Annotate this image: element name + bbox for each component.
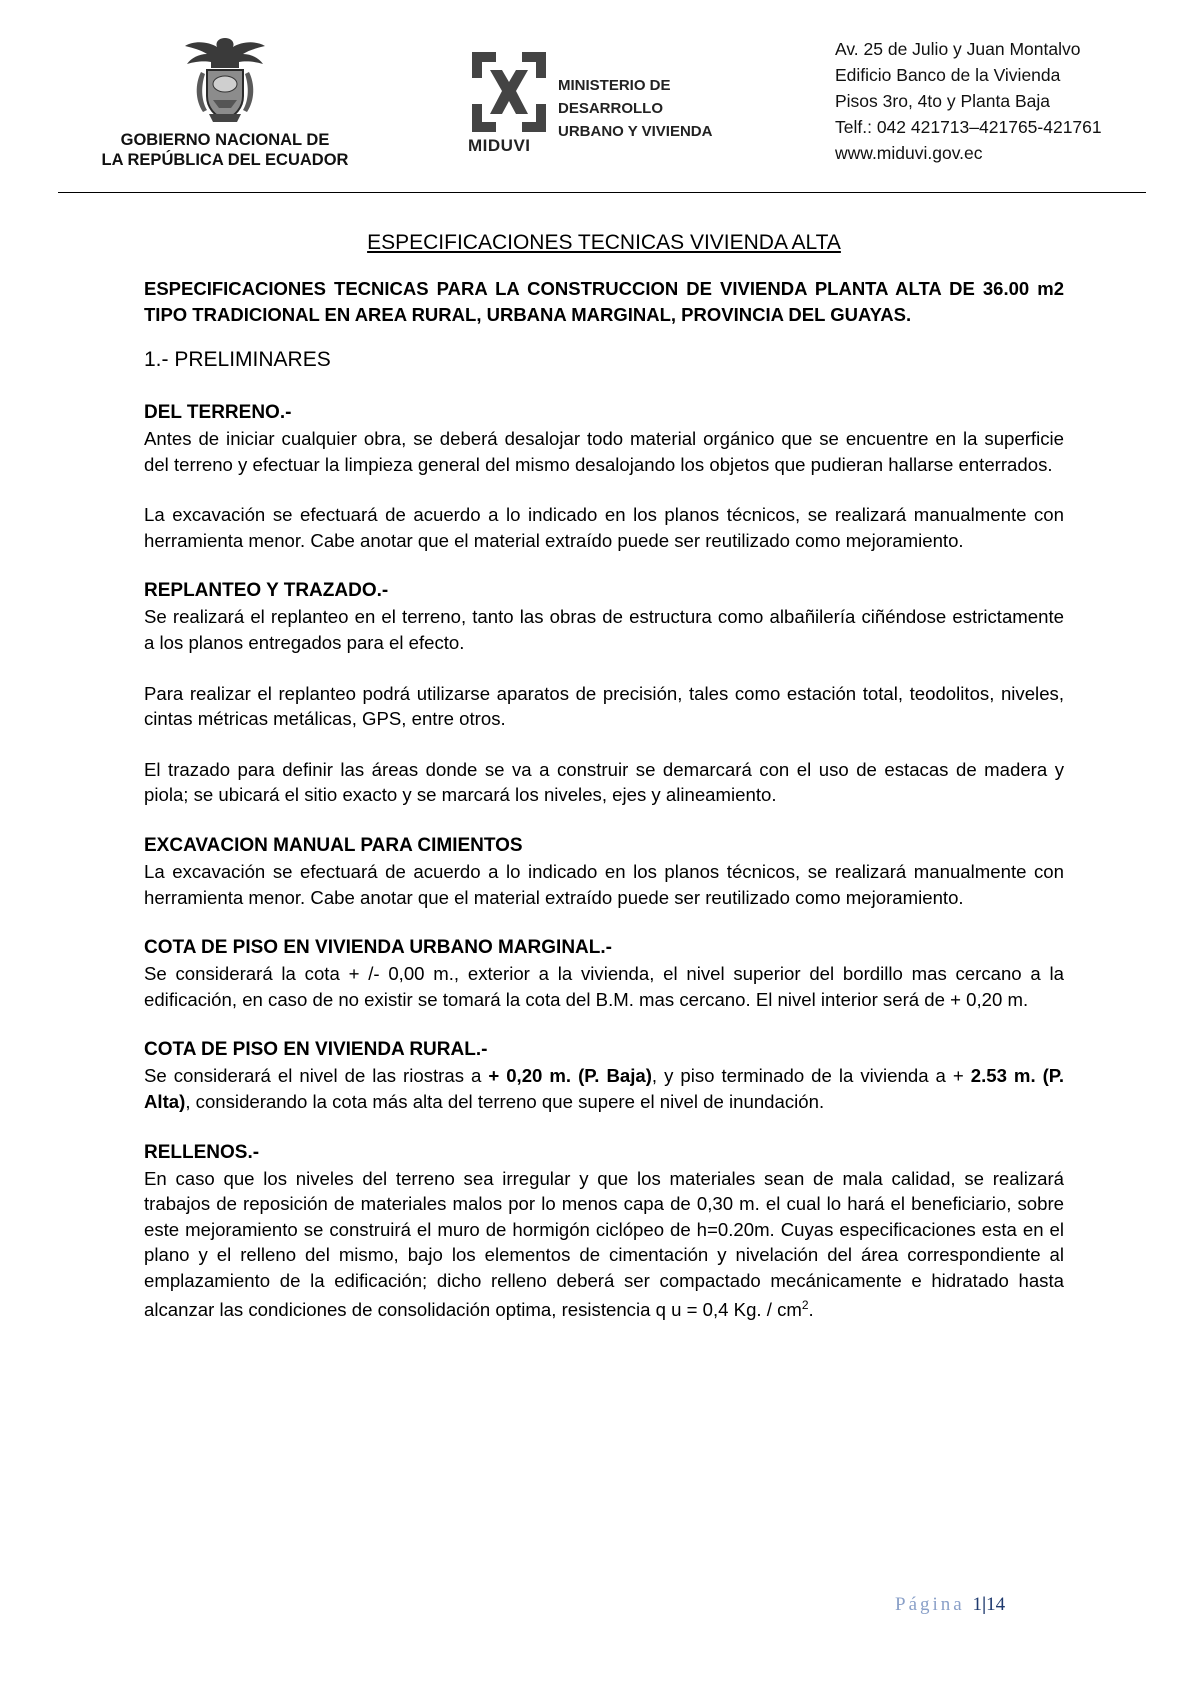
subsection-rellenos-heading: RELLENOS.- bbox=[144, 1141, 260, 1163]
address-line1: Av. 25 de Julio y Juan Montalvo bbox=[835, 39, 1081, 59]
address-line3: Pisos 3ro, 4to y Planta Baja bbox=[835, 91, 1050, 111]
cota-rural-text-e: , considerando la cota más alta del terreno que supere el nivel de inundación. bbox=[185, 1090, 825, 1112]
subsection-terreno-heading: DEL TERRENO.- bbox=[144, 402, 292, 423]
replanteo-paragraph-1: Se realizará el replanteo en el terreno, tanto las obras de estructura como albañilería ciñéndose estrictamente a los planos entregados para el efecto. bbox=[144, 606, 1064, 653]
miduvi-mark-icon bbox=[468, 48, 550, 138]
replanteo-paragraph-2: Para realizar el replanteo podrá utilizarse aparatos de precisión, tales como estación total, teodolitos, niveles, cintas métricas metálicas, GPS, entre otros. bbox=[144, 682, 1064, 730]
cota-urbano-paragraph-1: Se considerará la cota + /- 0,00 m., exterior a la vivienda, el nivel superior del bordillo mas cercano a la edificación, en caso de no existir se tomará la cota del B.M. mas cercano. El nivel interior será de + 0,20 m. bbox=[144, 963, 1064, 1010]
document-body bbox=[144, 230, 1064, 1348]
page-header bbox=[0, 0, 1200, 200]
ministry-line3: URBANO Y VIVIENDA bbox=[558, 123, 713, 140]
cota-rural-text-a: Se considerará el nivel de las riostras a bbox=[144, 1065, 489, 1087]
address-website: www.miduvi.gov.ec bbox=[835, 143, 983, 163]
page-label: Página bbox=[895, 1594, 965, 1615]
excavacion-paragraph-1: La excavación se efectuará de acuerdo a lo indicado en los planos técnicos, se realizará manualmente con herramienta menor. Cabe anotar que el material extraído puede ser reutilizado como mejoramiento. bbox=[144, 860, 1064, 908]
document-title: ESPECIFICACIONES TECNICAS VIVIENDA ALTA bbox=[367, 231, 841, 254]
subsection-cota-urbano-heading: COTA DE PISO EN VIVIENDA URBANO MARGINAL.- bbox=[144, 937, 612, 959]
cota-rural-level-low: + 0,20 m. (P. Baja) bbox=[488, 1065, 652, 1087]
subsection-replanteo-heading: REPLANTEO Y TRAZADO.- bbox=[144, 580, 389, 602]
document-intro: ESPECIFICACIONES TECNICAS PARA LA CONSTRUCCION DE VIVIENDA PLANTA ALTA DE 36.00 m2 TIPO TRADICIONAL EN AREA RURAL, URBANA MARGINAL, PROVINCIA DEL GUAYAS. bbox=[144, 278, 1064, 325]
page-footer bbox=[895, 1594, 1005, 1616]
rellenos-text: En caso que los niveles del terreno sea irregular y que los materiales sean de mala calidad, se realizará trabajos de reposición de materiales malos por lo menos capa de 0,30 m. el cual lo hará el beneficiario, sobre este mejoramiento se construirá el muro de hormigón ciclópeo de h=0.20m. Cuyas especificaciones esta en el plano y el relleno del mismo, bajo los elementos de cimentación y nivelación del área correspondiente al emplazamiento de la edificación; dicho relleno deberá ser compactado mecánicamente e hidratado hasta alcanzar las condiciones de consolidación optima, resistencia q u = 0,4 Kg. / cm bbox=[144, 1167, 1064, 1321]
miduvi-wordmark: MIDUVI bbox=[468, 136, 531, 155]
cota-rural-paragraph-1 bbox=[144, 1063, 1064, 1114]
terreno-paragraph-1: Antes de iniciar cualquier obra, se deberá desalojar todo material orgánico que se encuentre en la superficie del terreno y efectuar la limpieza general del mismo desalojando los objetos que pudieran hallarse enterrados. bbox=[144, 428, 1064, 475]
subsection-cota-rural-heading: COTA DE PISO EN VIVIENDA RURAL.- bbox=[144, 1039, 488, 1061]
page-total: 14 bbox=[986, 1594, 1006, 1615]
government-name-line2: LA REPÚBLICA DEL ECUADOR bbox=[101, 151, 349, 169]
terreno-paragraph-2: La excavación se efectuará de acuerdo a lo indicado en los planos técnicos, se realizará manualmente con herramienta menor. Cabe anotar que el material extraído puede ser reutilizado como mejoramiento. bbox=[144, 504, 1064, 551]
government-name-line1: GOBIERNO NACIONAL DE bbox=[120, 131, 330, 149]
cota-rural-level-high: 2.53 m. (P. Alta) bbox=[144, 1065, 1064, 1112]
page-separator: | bbox=[981, 1594, 987, 1615]
cota-rural-text-c: , y piso terminado de la vivienda a + bbox=[651, 1065, 971, 1087]
rellenos-superscript: 2 bbox=[801, 1298, 809, 1313]
coat-of-arms-icon bbox=[179, 34, 271, 126]
header-divider bbox=[58, 192, 1146, 193]
ministry-address bbox=[835, 36, 1102, 166]
address-line2: Edificio Banco de la Vivienda bbox=[835, 65, 1061, 85]
ministry-line2: DESARROLLO bbox=[558, 100, 663, 117]
ministry-name bbox=[558, 74, 712, 143]
section-title: 1.- PRELIMINARES bbox=[144, 348, 331, 371]
rellenos-end: . bbox=[808, 1299, 814, 1321]
rellenos-paragraph-1 bbox=[144, 1166, 1064, 1324]
government-logo bbox=[80, 34, 370, 170]
page-number: 1 bbox=[972, 1594, 982, 1615]
subsection-excavacion-heading: EXCAVACION MANUAL PARA CIMIENTOS bbox=[144, 834, 523, 856]
replanteo-paragraph-3: El trazado para definir las áreas donde se va a construir se demarcará con el uso de estacas de madera y piola; se ubicará el sitio exacto y se marcará los niveles, ejes y alineamiento. bbox=[144, 758, 1064, 806]
miduvi-logo bbox=[468, 48, 748, 158]
ministry-line1: MINISTERIO DE bbox=[558, 77, 671, 94]
address-phone: Telf.: 042 421713–421765-421761 bbox=[835, 117, 1102, 137]
